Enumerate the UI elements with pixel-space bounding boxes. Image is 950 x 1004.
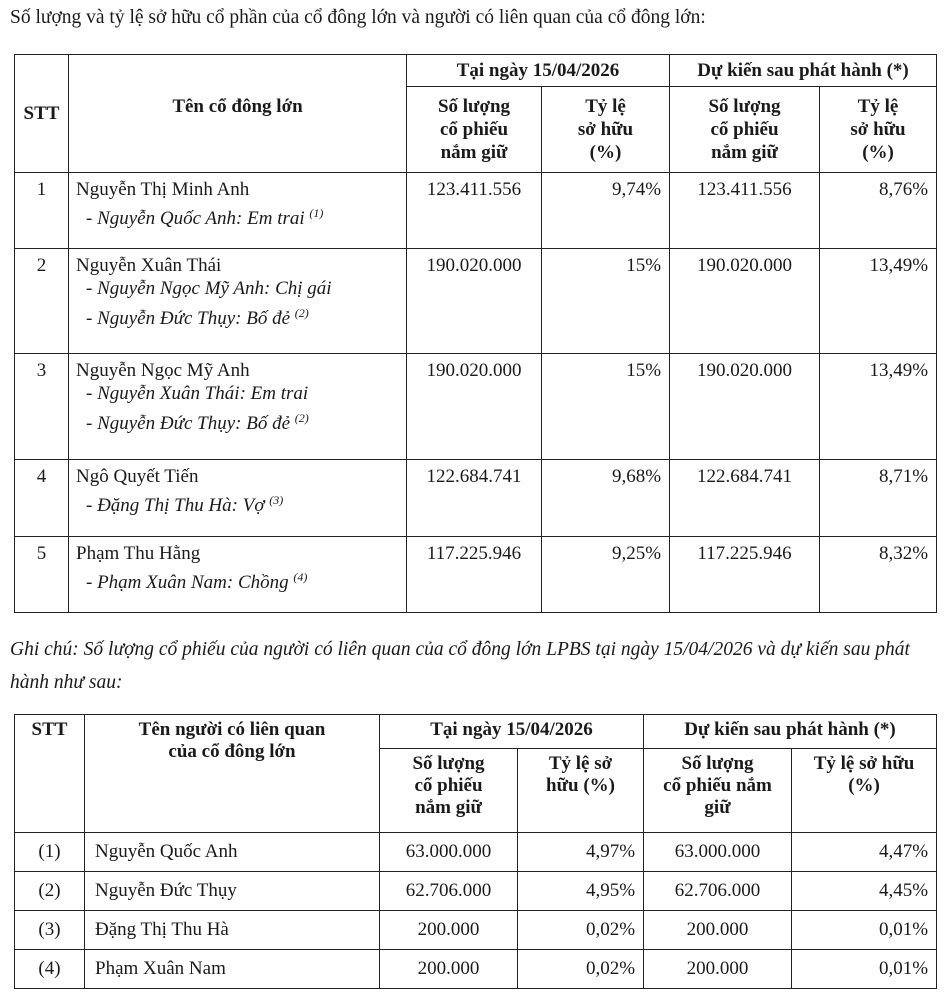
table-row xyxy=(15,537,937,613)
shareholder-name: Nguyễn Xuân Thái xyxy=(76,255,222,276)
table-row xyxy=(15,833,937,872)
row-stt: 2 xyxy=(15,249,69,354)
pct-current: 9,25% xyxy=(542,537,670,613)
row-stt: (1) xyxy=(15,833,85,872)
pct-current: 0,02% xyxy=(518,950,644,989)
pct-expected: 13,49% xyxy=(820,249,937,354)
header-qty-current: Số lượng cổ phiếu nắm giữ xyxy=(380,749,518,833)
related-person: - Đặng Thị Thu Hà: Vợ $^{(3)}$ xyxy=(86,493,284,516)
pct-expected: 4,45% xyxy=(792,872,937,911)
row-stt: 5 xyxy=(15,537,69,613)
header-group-expected: Dự kiến sau phát hành (*) xyxy=(670,55,937,87)
pct-expected: 8,76% xyxy=(820,173,937,249)
intro-text: Số lượng và tỷ lệ sở hữu cổ phần của cổ đông lớn và người có liên quan của cổ đông lớn: xyxy=(10,7,706,28)
header-qty-expected: Số lượng cổ phiếu nắm giữ xyxy=(670,87,820,173)
shareholder-cell xyxy=(69,354,407,460)
qty-current: 200.000 xyxy=(380,950,518,989)
qty-expected: 62.706.000 xyxy=(644,872,792,911)
header-ratio-expected: Tỷ lệ sở hữu (%) xyxy=(792,749,937,833)
related-person: - Nguyễn Ngọc Mỹ Anh: Chị gái xyxy=(86,278,332,299)
qty-current: 123.411.556 xyxy=(407,173,542,249)
qty-expected: 190.020.000 xyxy=(670,249,820,354)
header-group-current: Tại ngày 15/04/2026 xyxy=(380,715,644,749)
row-stt: (3) xyxy=(15,911,85,950)
table-row xyxy=(15,872,937,911)
pct-current: 15% xyxy=(542,354,670,460)
table-row xyxy=(15,950,937,989)
pct-expected: 8,32% xyxy=(820,537,937,613)
header-related-name: Tên người có liên quan của cổ đông lớn xyxy=(85,715,380,833)
header-stt: STT xyxy=(15,715,85,833)
shareholder-cell xyxy=(69,460,407,537)
related-person: - Nguyễn Xuân Thái: Em trai xyxy=(86,383,309,404)
related-name: Nguyễn Đức Thụy xyxy=(85,872,380,911)
table-row xyxy=(15,173,937,249)
related-person: - Nguyễn Đức Thụy: Bố đẻ $^{(2)}$ xyxy=(86,306,309,329)
qty-current: 117.225.946 xyxy=(407,537,542,613)
header-qty-expected: Số lượng cổ phiếu nắm giữ xyxy=(644,749,792,833)
qty-expected: 200.000 xyxy=(644,950,792,989)
pct-current: 4,95% xyxy=(518,872,644,911)
qty-current: 122.684.741 xyxy=(407,460,542,537)
related-persons-table xyxy=(14,714,937,989)
pct-expected: 8,71% xyxy=(820,460,937,537)
pct-expected: 13,49% xyxy=(820,354,937,460)
pct-current: 4,97% xyxy=(518,833,644,872)
header-group-expected: Dự kiến sau phát hành (*) xyxy=(644,715,937,749)
pct-expected: 0,01% xyxy=(792,911,937,950)
shareholder-cell xyxy=(69,537,407,613)
shareholder-name: Nguyễn Thị Minh Anh xyxy=(76,179,250,200)
pct-current: 9,74% xyxy=(542,173,670,249)
header-shareholder-name: Tên cổ đông lớn xyxy=(69,55,407,173)
qty-current: 200.000 xyxy=(380,911,518,950)
table-row xyxy=(15,460,937,537)
header-group-current: Tại ngày 15/04/2026 xyxy=(407,55,670,87)
qty-expected: 117.225.946 xyxy=(670,537,820,613)
related-name: Đặng Thị Thu Hà xyxy=(85,911,380,950)
header-qty-current: Số lượng cổ phiếu nắm giữ xyxy=(407,87,542,173)
related-person: - Nguyễn Quốc Anh: Em trai $^{(1)}$ xyxy=(86,206,324,229)
row-stt: 1 xyxy=(15,173,69,249)
qty-current: 62.706.000 xyxy=(380,872,518,911)
qty-expected: 63.000.000 xyxy=(644,833,792,872)
shareholder-cell xyxy=(69,173,407,249)
qty-current: 190.020.000 xyxy=(407,249,542,354)
row-stt: (2) xyxy=(15,872,85,911)
shareholder-name: Nguyễn Ngọc Mỹ Anh xyxy=(76,360,250,381)
related-person: - Nguyễn Đức Thụy: Bố đẻ $^{(2)}$ xyxy=(86,411,309,434)
major-shareholders-table xyxy=(14,54,937,613)
shareholder-name: Ngô Quyết Tiến xyxy=(76,466,199,487)
pct-expected: 0,01% xyxy=(792,950,937,989)
qty-expected: 122.684.741 xyxy=(670,460,820,537)
header-stt: STT xyxy=(15,55,69,173)
qty-expected: 123.411.556 xyxy=(670,173,820,249)
header-ratio-current: Tỷ lệ sở hữu (%) xyxy=(518,749,644,833)
header-ratio-current: Tỷ lệ sở hữu (%) xyxy=(542,87,670,173)
table-row xyxy=(15,911,937,950)
qty-current: 190.020.000 xyxy=(407,354,542,460)
related-person: - Phạm Xuân Nam: Chồng $^{(4)}$ xyxy=(86,570,308,593)
qty-expected: 190.020.000 xyxy=(670,354,820,460)
row-stt: 4 xyxy=(15,460,69,537)
pct-current: 0,02% xyxy=(518,911,644,950)
related-name: Nguyễn Quốc Anh xyxy=(85,833,380,872)
pct-current: 9,68% xyxy=(542,460,670,537)
header-ratio-expected: Tỷ lệ sở hữu (%) xyxy=(820,87,937,173)
qty-expected: 200.000 xyxy=(644,911,792,950)
note-text: Ghi chú: Số lượng cổ phiếu của người có liên quan của cổ đông lớn LPBS tại ngày 15/04/2026 và dự kiến sau phát hành như sau: xyxy=(10,639,910,693)
pct-expected: 4,47% xyxy=(792,833,937,872)
table-row xyxy=(15,249,937,354)
table-row xyxy=(15,354,937,460)
shareholder-cell xyxy=(69,249,407,354)
row-stt: (4) xyxy=(15,950,85,989)
row-stt: 3 xyxy=(15,354,69,460)
related-name: Phạm Xuân Nam xyxy=(85,950,380,989)
pct-current: 15% xyxy=(542,249,670,354)
qty-current: 63.000.000 xyxy=(380,833,518,872)
shareholder-name: Phạm Thu Hằng xyxy=(76,543,201,564)
